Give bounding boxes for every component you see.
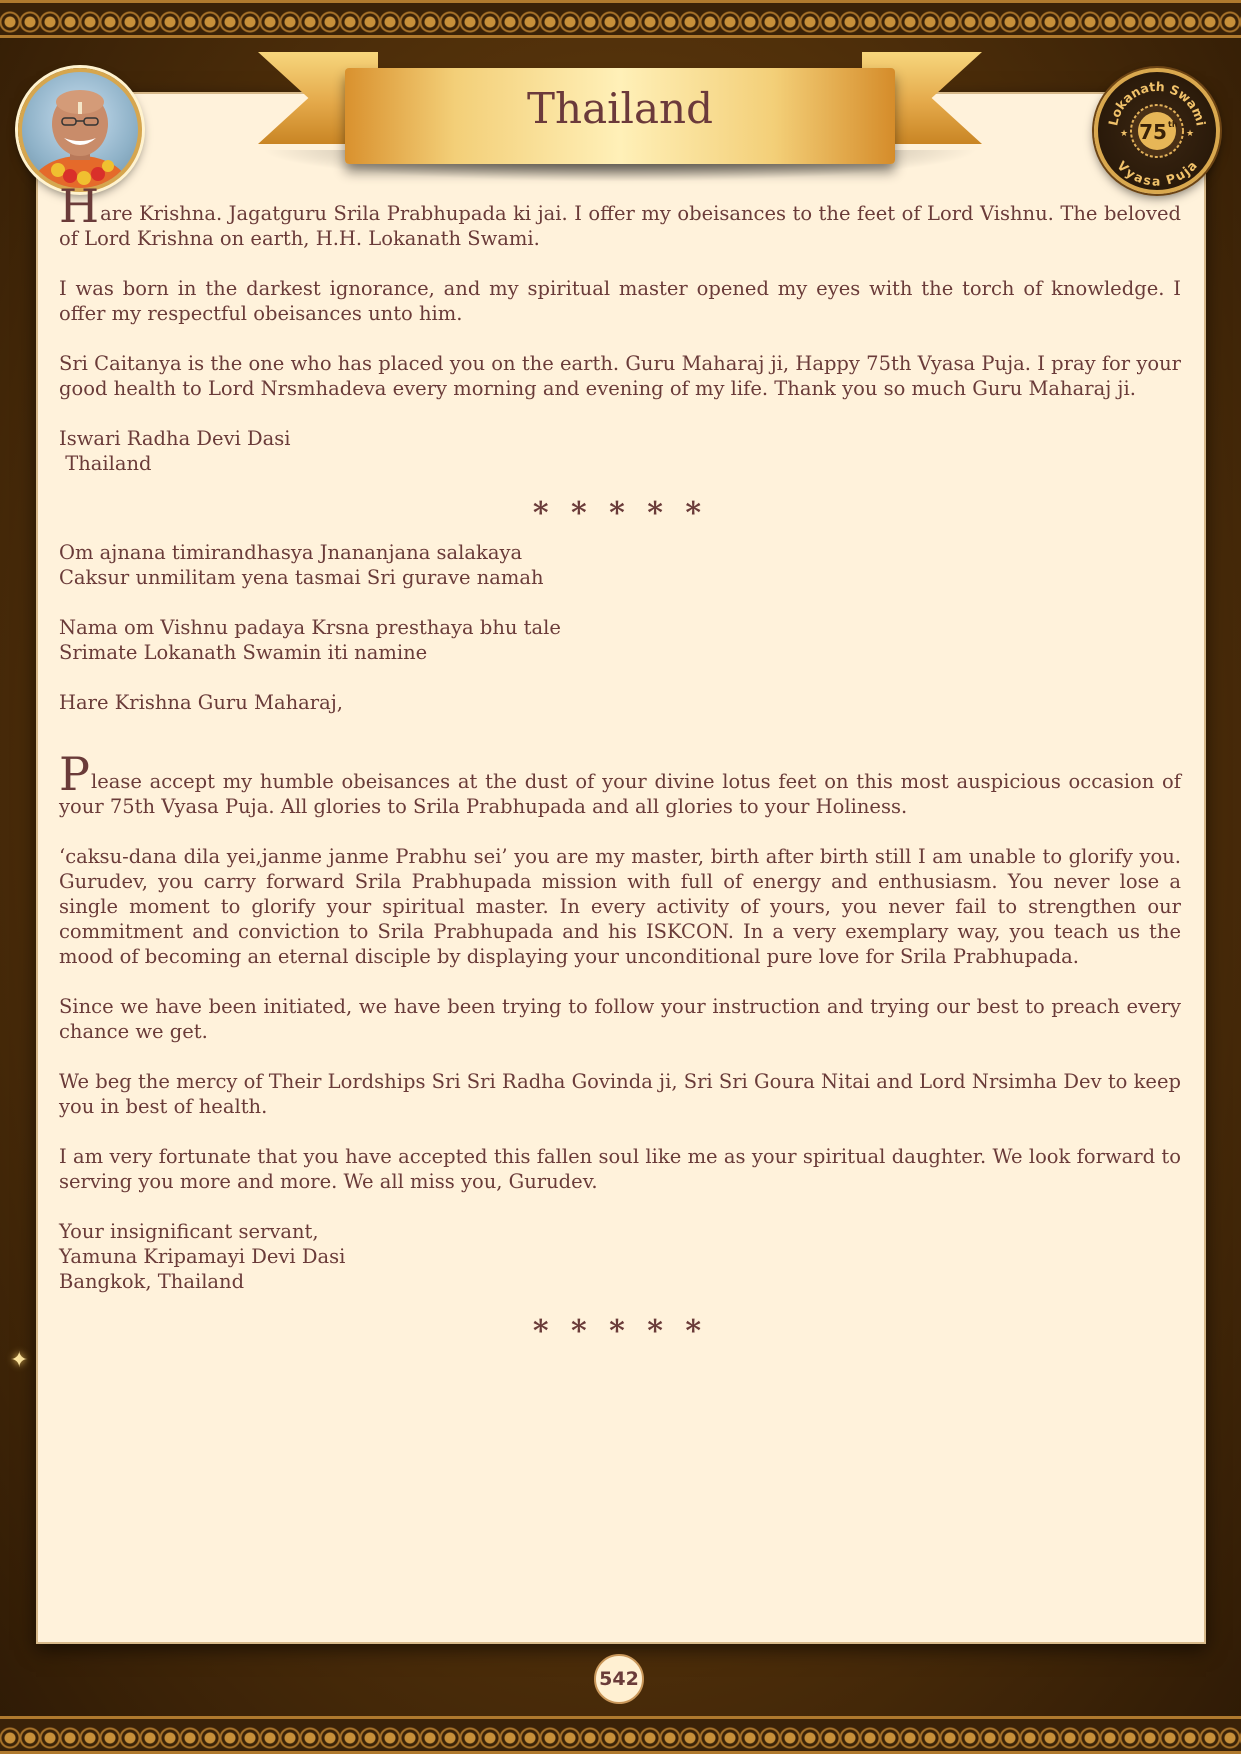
anniversary-seal [1094, 68, 1220, 194]
page-number: 542 [594, 1654, 644, 1704]
offering-2 [59, 540, 1181, 1294]
signature-line: Thailand [59, 452, 152, 475]
paragraph-text: lease accept my humble obeisances at the dust of your divine lotus feet on this most auspicious occasion of your 75th Vyasa Puja. All glories to Srila Prabhupada and all glories to your Holiness. [59, 770, 1181, 818]
seal-bottom-text: Vyasa Puja [1114, 157, 1200, 189]
svg-text:★: ★ [1120, 129, 1129, 139]
verse-line: Caksur unmilitam yena tasmai Sri gurave namah [59, 566, 544, 589]
spacer [59, 740, 1181, 762]
verse [59, 540, 1181, 590]
verse-line: Om ajnana timirandhasya Jnananjana salakaya [59, 541, 523, 564]
seal-top-text: Lokanath Swami [1105, 78, 1209, 128]
signature-line: Bangkok, Thailand [59, 1270, 245, 1293]
drop-cap: H [59, 179, 100, 233]
verse-line: Srimate Lokanath Swamin iti namine [59, 641, 428, 664]
paragraph: I am very fortunate that you have accepted this fallen soul like me as your spiritual daughter. We look forward to serving you more and more. We all miss you, Gurudev. [59, 1145, 1181, 1193]
guru-portrait-avatar [18, 68, 142, 192]
seal-number-suffix: th [1168, 120, 1178, 129]
svg-text:Vyasa Puja [1114, 158, 1200, 189]
signature-line: Your insignificant servant, [59, 1220, 319, 1243]
section-separator: * * * * * [532, 1314, 708, 1349]
paragraph: ‘caksu-dana dila yei,janme janme Prabhu sei’ you are my master, birth after birth still I am unable to glorify you. Gurudev, you carry forward Srila Prabhupada mission with full of energy and enthusiasm. You never lose a single moment to glorify your spiritual master. In every activity of yours, you never fail to strengthen our commitment and conviction to Srila Prabhupada and his ISKCON. In a very exemplary way, you teach us the mood of becoming an eternal disciple by displaying your unconditional pure love for Srila Prabhupada. [59, 845, 1181, 968]
page-title: Thailand [527, 83, 713, 133]
signature-line: Iswari Radha Devi Dasi [59, 427, 291, 450]
offering-1 [59, 179, 1181, 476]
paragraph: I was born in the darkest ignorance, and my spiritual master opened my eyes with the torch of knowledge. I offer my respectful obeisances unto him. [59, 277, 1181, 325]
portrait-image-icon [22, 72, 138, 188]
drop-cap: P [59, 747, 90, 801]
seal-number: 75 [1139, 120, 1167, 144]
signature-block [59, 1219, 1181, 1294]
verse [59, 615, 1181, 665]
verse-line: Nama om Vishnu padaya Krsna presthaya bhu tale [59, 616, 561, 639]
page-content [59, 179, 1181, 1358]
svg-text:★: ★ [1186, 129, 1195, 139]
paragraph: Since we have been initiated, we have been trying to follow your instruction and trying our best to preach every chance we get. [59, 995, 1181, 1043]
seal-emblem-icon [1098, 72, 1216, 190]
salutation: Hare Krishna Guru Maharaj, [59, 691, 343, 714]
signature-block [59, 426, 1181, 476]
section-separator: * * * * * [532, 496, 708, 531]
top-ornamental-border [0, 0, 1241, 38]
paragraph: Sri Caitanya is the one who has placed you on the earth. Guru Maharaj ji, Happy 75th Vyasa Puja. I pray for your good health to Lord Nrsmhadeva every morning and evening of my life. Thank you so much Guru Maharaj ji. [59, 352, 1181, 400]
title-ribbon [345, 68, 895, 164]
paragraph [59, 747, 1181, 819]
paragraph-text: are Krishna. Jagatguru Srila Prabhupada ki jai. I offer my obeisances to the feet of Lord Vishnu. The beloved of Lord Krishna on earth, H.H. Lokanath Swami. [59, 202, 1181, 250]
signature-line: Yamuna Kripamayi Devi Dasi [59, 1245, 346, 1268]
paragraph: We beg the mercy of Their Lordships Sri Sri Radha Govinda ji, Sri Sri Goura Nitai and Lord Nrsimha Dev to keep you in best of health. [59, 1070, 1181, 1118]
paragraph [59, 179, 1181, 251]
bottom-ornamental-border [0, 1716, 1241, 1754]
sparkle-icon: ✦ [10, 1348, 29, 1373]
